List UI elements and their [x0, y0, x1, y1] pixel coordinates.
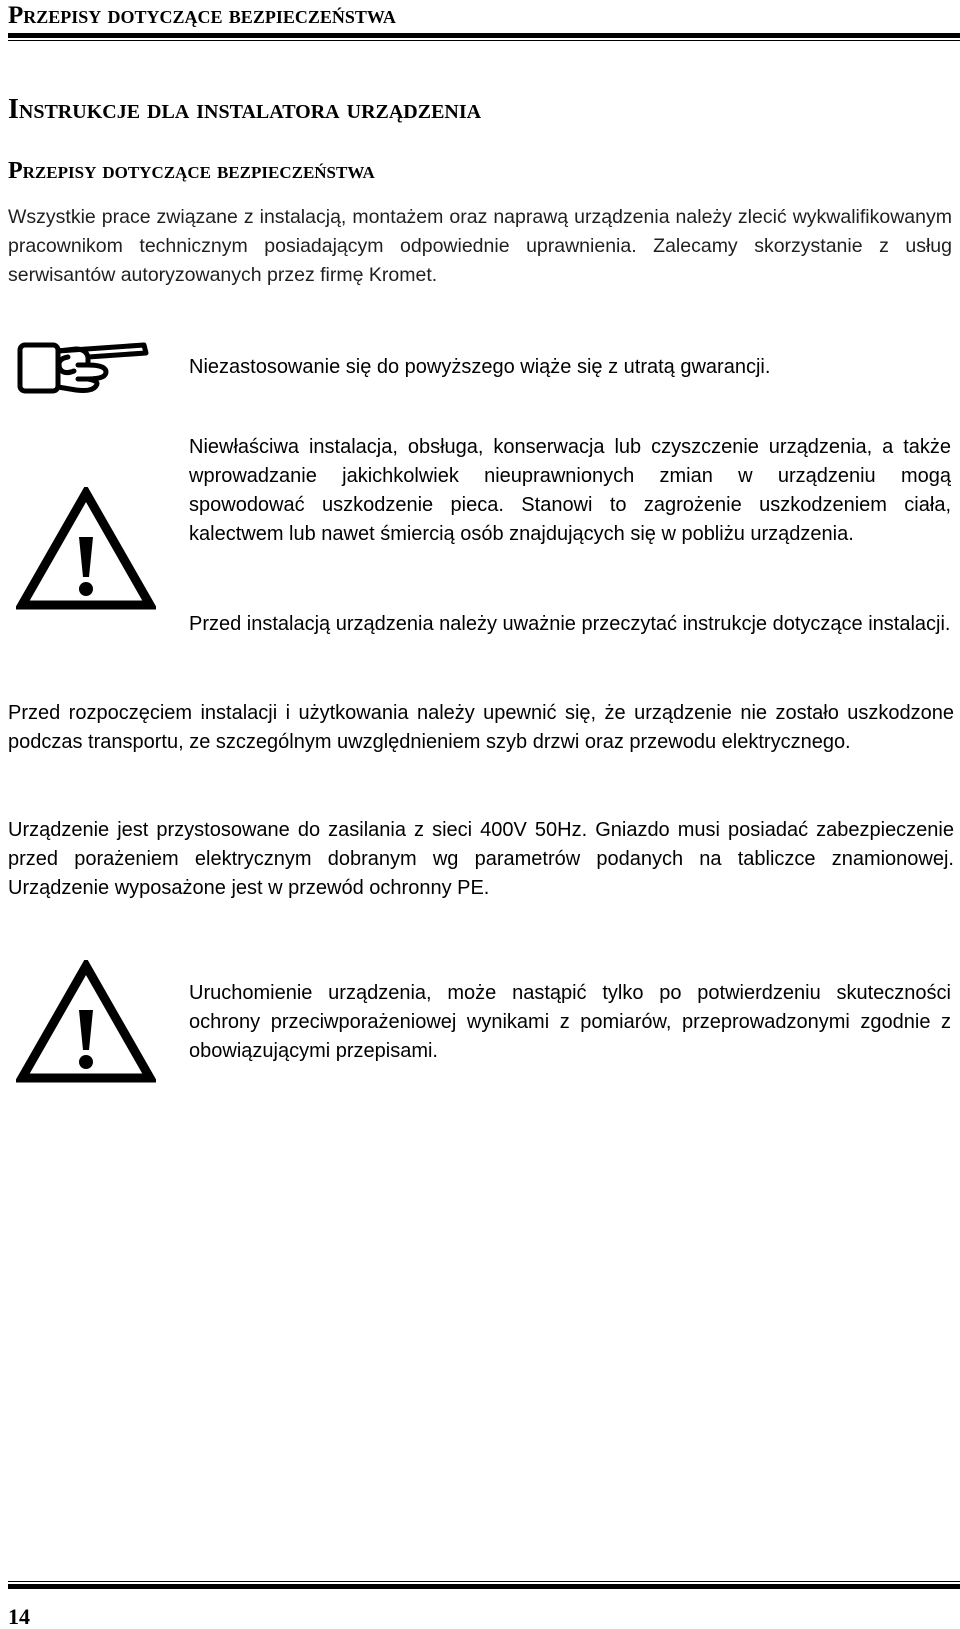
- warning-triangle-icon: [16, 487, 156, 611]
- transport-paragraph: Przed rozpoczęciem instalacji i użytkowania należy upewnić się, że urządzenie nie zostało uszkodzone podczas transportu, ze szczególnym uwzględnieniem szyb drzwi oraz przewodu elektrycznego.: [8, 702, 954, 753]
- page-number: 14: [8, 1604, 30, 1629]
- section-title: Przepisy dotyczące bezpieczeństwa: [8, 158, 375, 184]
- pointing-hand-icon: [16, 335, 152, 397]
- header-rule-thick: [8, 33, 960, 38]
- note-icon-container: [16, 335, 152, 397]
- running-header-title: Przepisy dotyczące bezpieczeństwa: [8, 2, 396, 29]
- power-paragraph: Urządzenie jest przystosowane do zasilania z sieci 400V 50Hz. Gniazdo musi posiadać zabezpieczenie przed porażeniem elektrycznym dobranym wg parametrów podanych na tabliczce znamionowej. Urządzenie wyposażone jest w przewód ochronny PE.: [8, 819, 954, 899]
- warning-2-icon-container: [16, 960, 156, 1084]
- warning-1-paragraph-2: Przed instalacją urządzenia należy uważnie przeczytać instrukcje dotyczące instalacji.: [189, 613, 951, 635]
- note-text: Niezastosowanie się do powyższego wiąże się z utratą gwarancji.: [189, 356, 771, 378]
- intro-paragraph: Wszystkie prace związane z instalacją, montażem oraz naprawą urządzenia należy zlecić wykwalifikowanym pracownikom technicznym posiadającym odpowiednie uprawnienia. Zalecamy skorzystanie z usług serwisantów autoryzowanych przez firmę Kromet.: [8, 206, 952, 286]
- warning-1-icon-container: [16, 487, 156, 611]
- footer-rule-thick: [8, 1584, 960, 1589]
- footer-rule-thin: [8, 1581, 960, 1582]
- warning-2-paragraph: Uruchomienie urządzenia, może nastąpić tylko po potwierdzeniu skuteczności ochrony przeciwporażeniowej wynikami z pomiarów, przeprowadzonymi zgodnie z obowiązującymi przepisami.: [189, 982, 951, 1062]
- header-rule-thin: [8, 40, 960, 41]
- warning-1-paragraph-1: Niewłaściwa instalacja, obsługa, konserwacja lub czyszczenie urządzenia, a także wprowadzanie jakichkolwiek nieuprawnionych zmian w urządzeniu mogą spowodować uszkodzenie pieca. Stanowi to zagrożenie uszkodzeniem ciała, kalectwem lub nawet śmiercią osób znajdujących się w pobliżu urządzenia.: [189, 436, 951, 545]
- warning-triangle-icon: [16, 960, 156, 1084]
- page-title: Instrukcje dla instalatora urządzenia: [8, 94, 482, 125]
